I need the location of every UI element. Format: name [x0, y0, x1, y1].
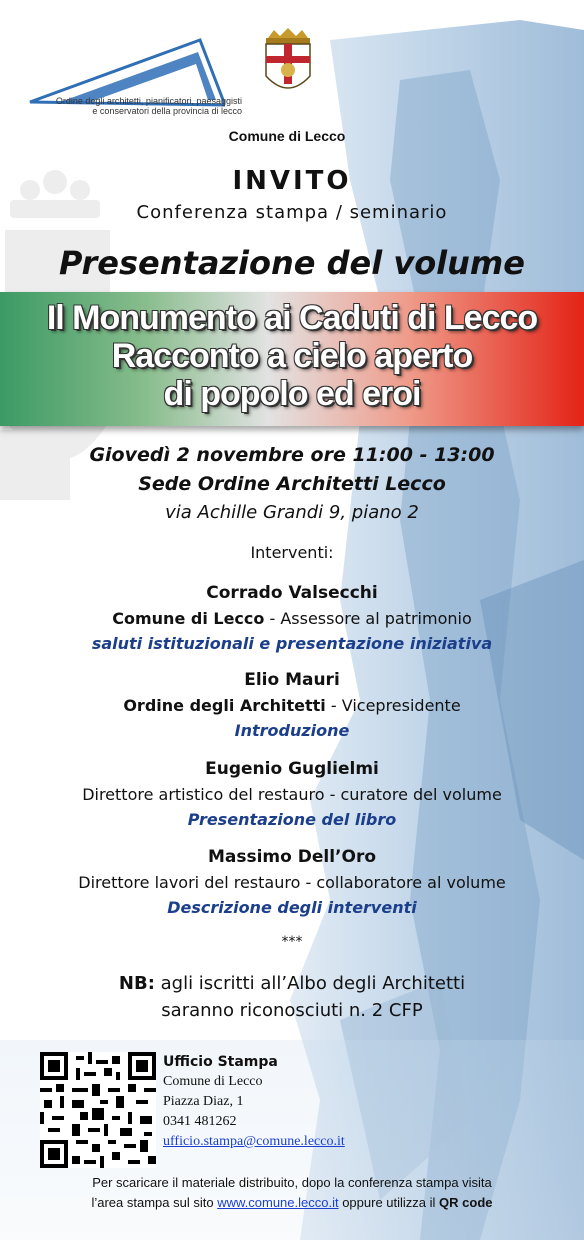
- speaker-topic: saluti istituzionali e presentazione iniziativa: [91, 634, 493, 653]
- speaker-org: Ordine degli Architetti: [123, 696, 326, 715]
- footer-line2-pre: l’area stampa sul sito: [91, 1195, 218, 1210]
- speaker-name: Massimo Dell’Oro: [207, 847, 377, 867]
- ordine-architetti-caption: [22, 96, 242, 116]
- speaker-role-text: - Vicepresidente: [325, 696, 461, 715]
- speaker-role: Direttore artistico del restauro - curatore del volume: [82, 785, 502, 804]
- press-office-email-link[interactable]: ufficio.stampa@comune.lecco.it: [163, 1134, 345, 1149]
- speaker-topic: Introduzione: [234, 721, 350, 740]
- cfp-note-label: NB:: [118, 973, 155, 994]
- event-address: via Achille Grandi 9, piano 2: [165, 502, 419, 523]
- speaker-role-text: - Assessore al patrimonio: [264, 609, 472, 628]
- footer-line1: Per scaricare il materiale distribuito, dopo la conferenza stampa visita: [92, 1175, 492, 1190]
- cfp-note-text: agli iscritti all’Albo degli Architetti: [154, 973, 466, 994]
- press-office-title: Ufficio Stampa: [163, 1054, 278, 1070]
- ordine-caption-line1: Ordine degli architetti, pianificatori, paesaggisti: [55, 96, 242, 106]
- presentation-heading: Presentazione del volume: [59, 244, 525, 282]
- speaker-org: Comune di Lecco: [112, 609, 265, 628]
- book-title-line2: Racconto a cielo aperto: [111, 337, 473, 375]
- footer-qr-label: QR code: [439, 1195, 493, 1210]
- comune-di-lecco-crest: [262, 28, 314, 98]
- footer-line2: [0, 1193, 584, 1213]
- comune-di-lecco-name: Comune di Lecco: [228, 128, 346, 144]
- separator-stars: ***: [281, 934, 303, 950]
- event-date: Giovedì 2 novembre ore 11:00 - 13:00: [89, 444, 495, 466]
- invito-heading: INVITO: [232, 166, 352, 196]
- book-title-line3: di popolo ed eroi: [163, 375, 421, 413]
- footer-line2-mid: oppure utilizza il: [338, 1195, 440, 1210]
- footer-note: [0, 1173, 584, 1213]
- speaker-role: Direttore lavori del restauro - collaboratore al volume: [78, 873, 506, 892]
- speaker-topic: Presentazione del libro: [187, 810, 397, 829]
- cfp-note-line1: [0, 970, 584, 997]
- speaker-role: [0, 609, 584, 628]
- event-type-subtitle: Conferenza stampa / seminario: [136, 202, 448, 223]
- qr-code-icon[interactable]: [40, 1052, 156, 1168]
- press-office-org: Comune di Lecco: [163, 1074, 263, 1089]
- speaker-topic: Descrizione degli interventi: [167, 898, 417, 917]
- press-office-contact: [163, 1052, 345, 1152]
- cfp-note-line2: saranno riconosciuti n. 2 CFP: [161, 1000, 423, 1021]
- press-office-address: Piazza Diaz, 1: [163, 1094, 244, 1109]
- book-title-line1: Il Monumento ai Caduti di Lecco: [46, 299, 538, 337]
- speaker-name: Eugenio Guglielmi: [205, 759, 379, 779]
- speaker-role: [0, 696, 584, 715]
- press-office-phone: 0341 481262: [163, 1114, 237, 1129]
- speaker-name: Corrado Valsecchi: [206, 583, 378, 603]
- ordine-caption-line2: e conservatori della provincia di lecco: [92, 106, 242, 116]
- speaker-name: Elio Mauri: [244, 670, 340, 690]
- cfp-note: [0, 970, 584, 1024]
- comune-website-link[interactable]: www.comune.lecco.it: [217, 1195, 339, 1210]
- event-venue: Sede Ordine Architetti Lecco: [138, 473, 446, 495]
- speakers-label: Interventi:: [250, 543, 334, 562]
